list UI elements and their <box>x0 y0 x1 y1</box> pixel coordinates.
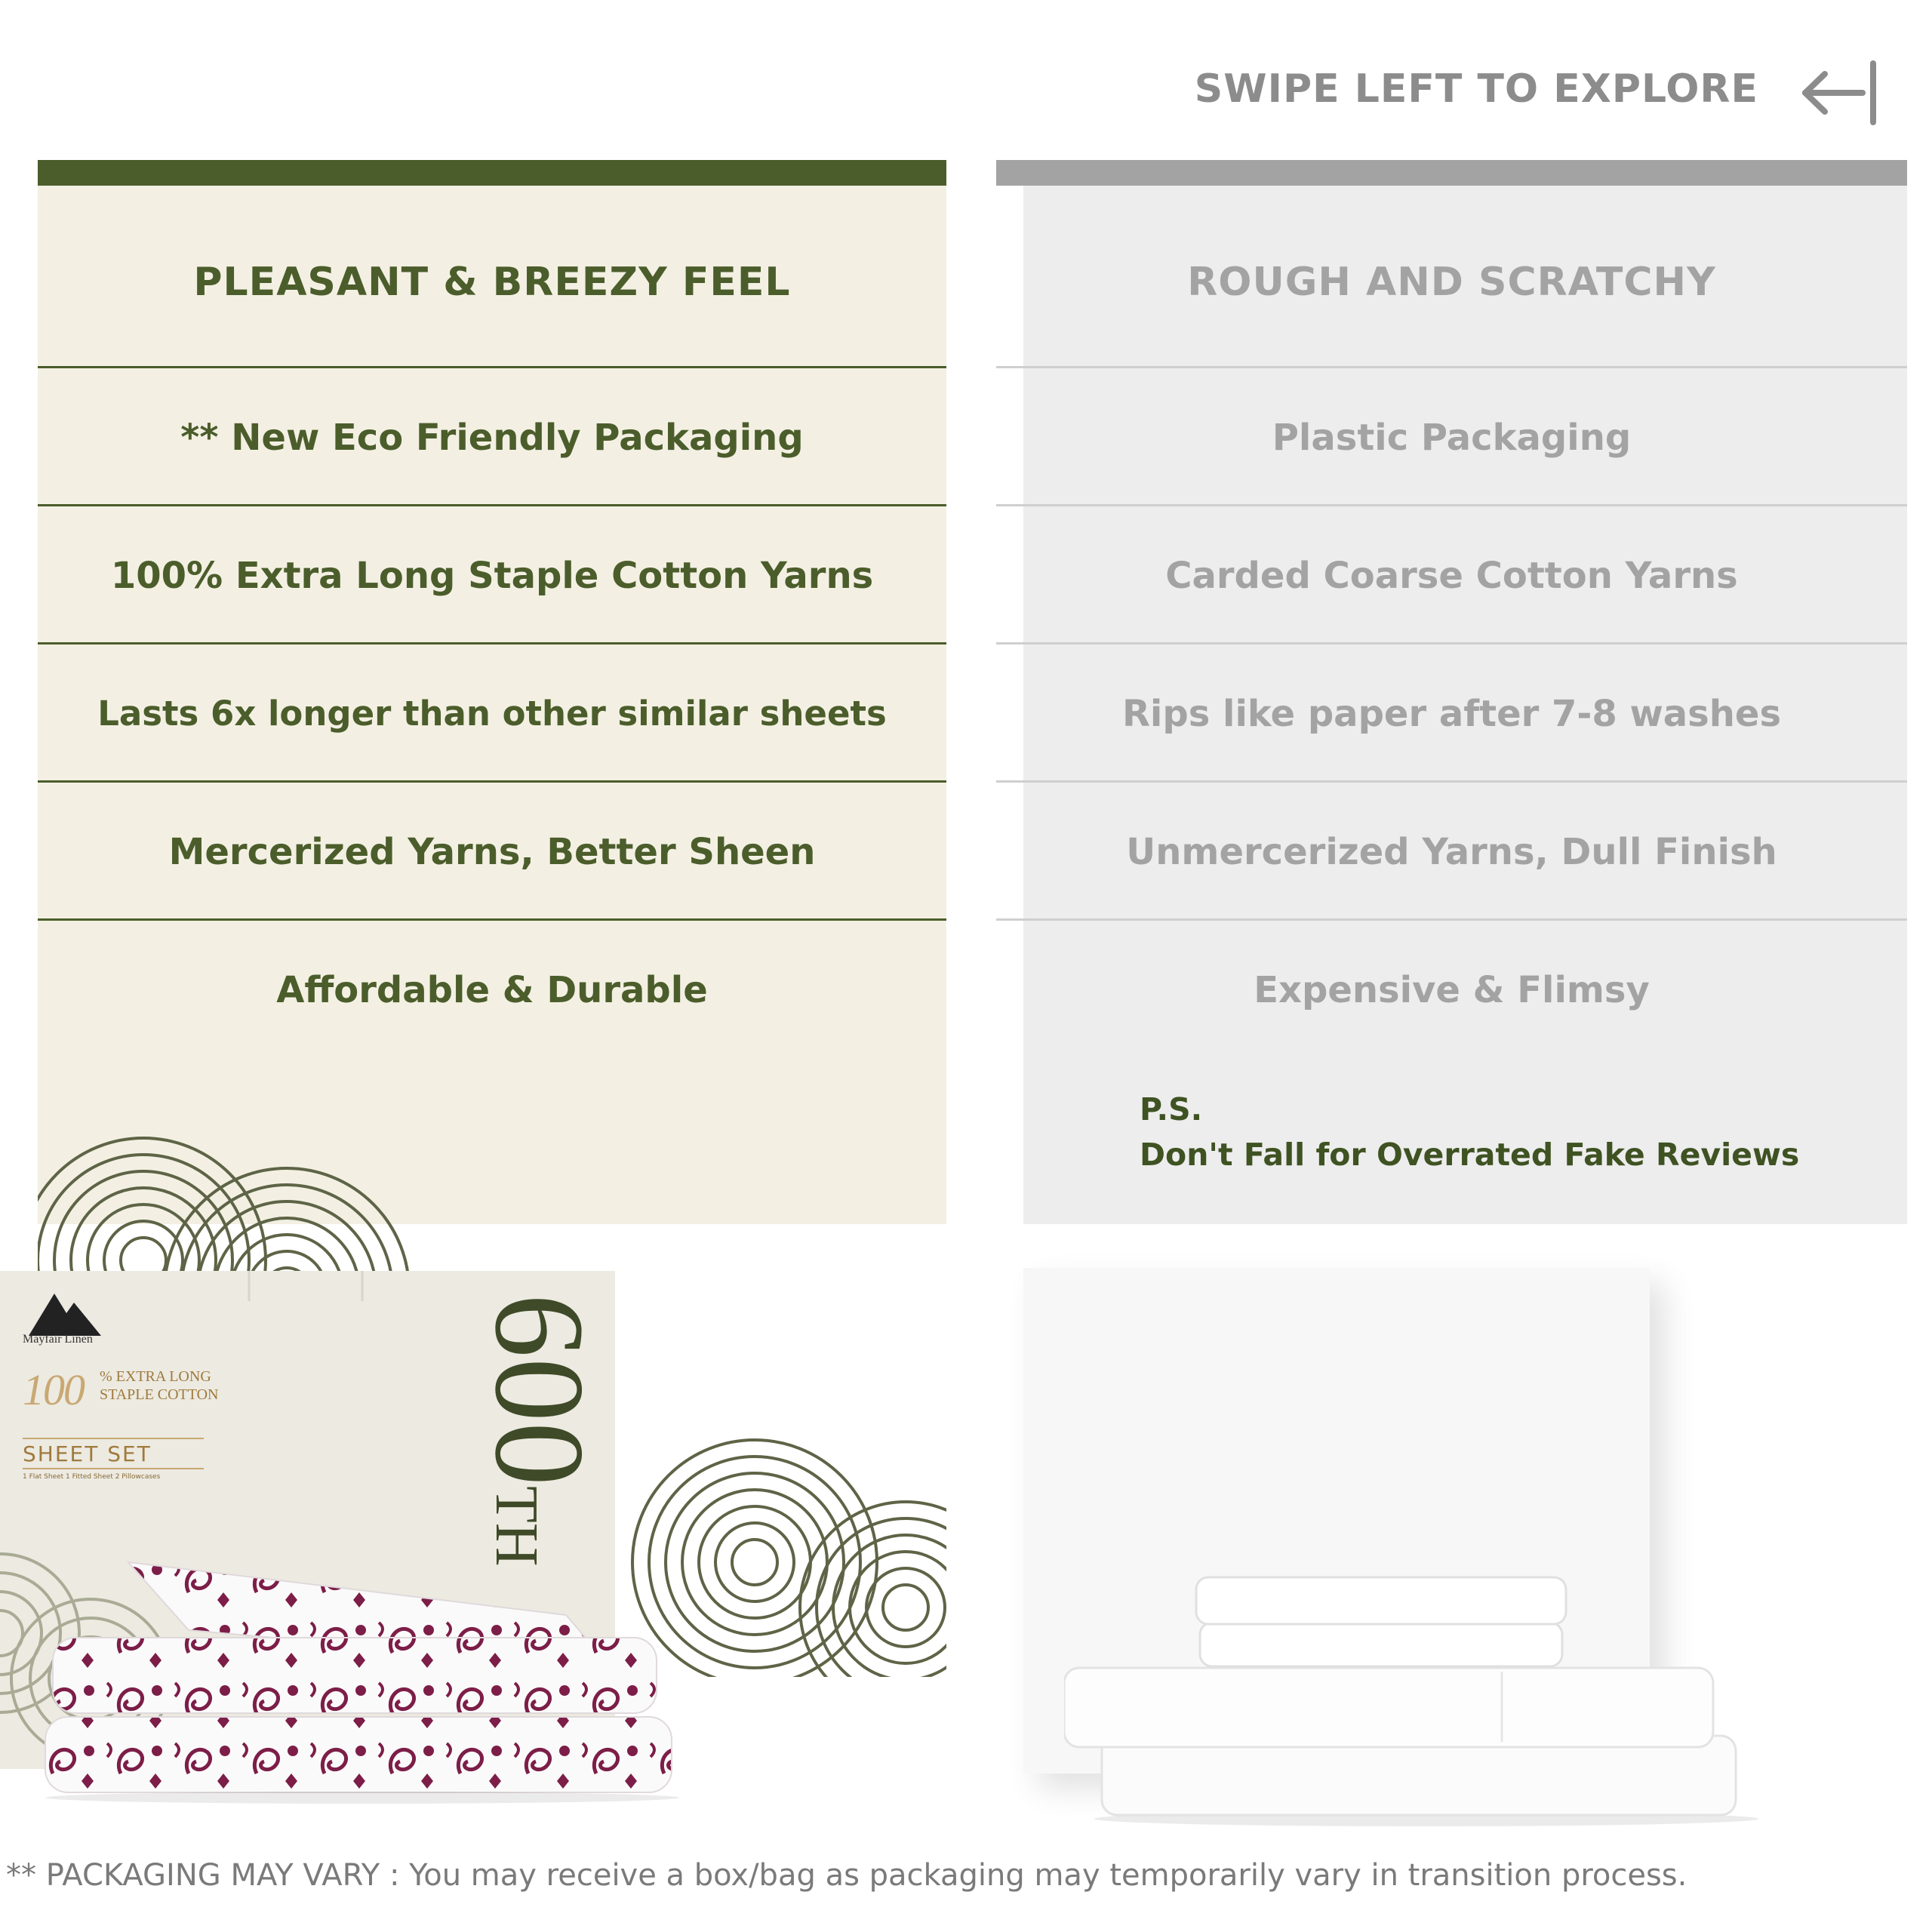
box-staple-text: STAPLE COTTON <box>100 1386 219 1403</box>
competitor-feature-packaging: Plastic Packaging <box>996 366 1907 506</box>
competitor-feature-yarns: Carded Coarse Cotton Yarns <box>996 504 1907 645</box>
ps-message: Don't Fall for Overrated Fake Reviews <box>1140 1137 1800 1173</box>
box-count-number: 600 <box>469 1294 611 1486</box>
arrow-left-bar-icon[interactable] <box>1796 59 1879 127</box>
our-feature-packaging: ** New Eco Friendly Packaging <box>38 366 946 506</box>
box-hundred: 100 <box>23 1365 84 1414</box>
packaging-footnote: ** PACKAGING MAY VARY : You may receive a box/bag as packaging may temporarily vary in transition process. <box>6 1858 1687 1893</box>
competitor-heading: ROUGH AND SCRATCHY <box>1187 259 1716 305</box>
box-count-suffix: TH <box>483 1486 549 1567</box>
our-heading: PLEASANT & BREEZY FEEL <box>193 259 791 305</box>
box-contents: 1 Flat Sheet 1 Fitted Sheet 2 Pillowcases <box>23 1473 161 1481</box>
competitor-column-top-bar <box>996 160 1907 186</box>
paisley-sheet-stack-image <box>38 1555 687 1804</box>
our-feature-yarns: 100% Extra Long Staple Cotton Yarns <box>38 504 946 645</box>
our-feature-price: Affordable & Durable <box>38 918 946 1059</box>
ps-note <box>1140 1087 1864 1177</box>
box-thread-count <box>452 1294 611 1567</box>
ps-label: P.S. <box>1140 1091 1203 1128</box>
our-column-top-bar <box>38 160 946 186</box>
box-sheet-set: SHEET SET <box>23 1441 152 1466</box>
brand-name: Mayfair Linen <box>23 1333 93 1346</box>
box-percent-text: % EXTRA LONG <box>100 1368 211 1385</box>
swipe-hint: SWIPE LEFT TO EXPLORE <box>1194 66 1758 112</box>
our-feature-mercerized: Mercerized Yarns, Better Sheen <box>38 780 946 921</box>
our-feature-durability: Lasts 6x longer than other similar sheets <box>38 642 946 783</box>
white-sheet-stack-image <box>1064 1570 1774 1826</box>
competitor-feature-finish: Unmercerized Yarns, Dull Finish <box>996 780 1907 921</box>
competitor-feature-price: Expensive & Flimsy <box>996 918 1907 1059</box>
box-fiber-label <box>100 1367 218 1404</box>
competitor-feature-durability: Rips like paper after 7-8 washes <box>996 642 1907 783</box>
